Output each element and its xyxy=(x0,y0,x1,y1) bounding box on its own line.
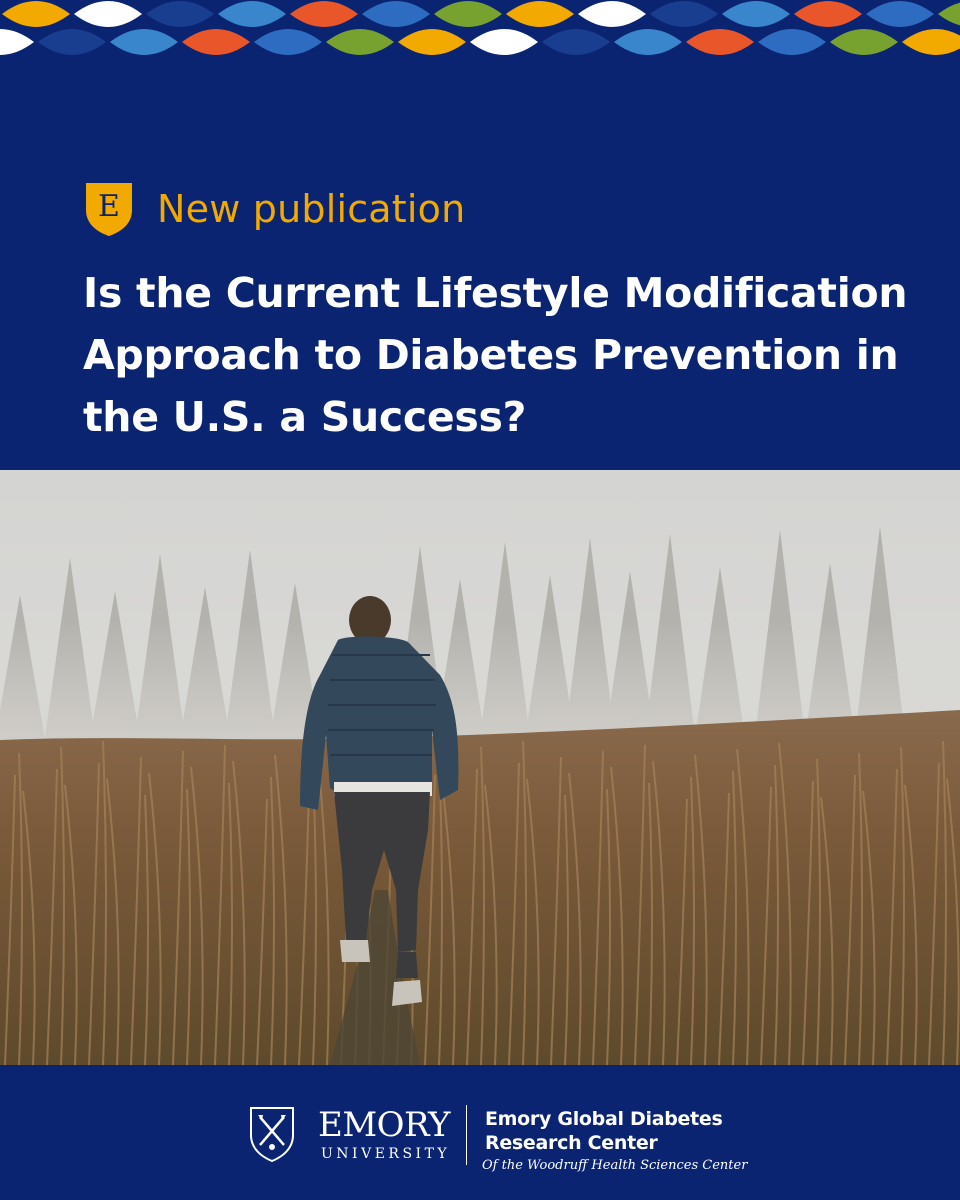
banner-leaf xyxy=(290,1,358,27)
banner-leaf xyxy=(362,1,430,27)
university-subtitle: UNIVERSITY xyxy=(321,1146,451,1162)
logo-divider xyxy=(466,1105,467,1165)
shield-icon xyxy=(83,180,135,238)
banner-leaf xyxy=(758,29,826,55)
center-subtitle: Of the Woodruff Health Sciences Center xyxy=(482,1158,748,1173)
banner-leaf xyxy=(0,29,34,55)
decorative-pattern-banner xyxy=(0,0,960,58)
shield-letter: E xyxy=(98,189,120,224)
grass-field xyxy=(0,710,960,1065)
banner-leaf xyxy=(650,1,718,27)
banner-leaf xyxy=(326,29,394,55)
hero-photo xyxy=(0,470,960,1065)
leaf-pattern-icon xyxy=(0,0,960,58)
banner-leaf xyxy=(614,29,682,55)
banner-leaf xyxy=(182,29,250,55)
header-section xyxy=(0,58,960,470)
center-name-line2: Research Center xyxy=(485,1132,658,1154)
banner-leaf xyxy=(686,29,754,55)
emory-torch-shield-icon xyxy=(248,1105,296,1163)
kicker-label: New publication xyxy=(157,187,466,231)
banner-leaf xyxy=(398,29,466,55)
footer xyxy=(0,1065,960,1200)
banner-leaf xyxy=(146,1,214,27)
banner-leaf xyxy=(506,1,574,27)
banner-leaf xyxy=(2,1,70,27)
banner-leaf xyxy=(38,29,106,55)
banner-leaf xyxy=(434,1,502,27)
kicker xyxy=(83,180,465,238)
headline: Is the Current Lifestyle Modification Approach to Diabetes Prevention in the U.S. a Success? xyxy=(83,269,908,441)
banner-leaf xyxy=(254,29,322,55)
banner-leaf xyxy=(830,29,898,55)
center-name-line1: Emory Global Diabetes xyxy=(485,1108,723,1130)
banner-leaf xyxy=(218,1,286,27)
banner-leaf xyxy=(902,29,960,55)
banner-leaf xyxy=(74,1,142,27)
banner-leaf xyxy=(110,29,178,55)
banner-leaf xyxy=(470,29,538,55)
banner-leaf xyxy=(578,1,646,27)
banner-leaf xyxy=(542,29,610,55)
foggy-field-photo xyxy=(0,470,960,1065)
banner-leaf xyxy=(866,1,934,27)
banner-leaf xyxy=(722,1,790,27)
banner-leaf xyxy=(938,1,960,27)
banner-leaf xyxy=(794,1,862,27)
university-name: EMORY xyxy=(318,1105,451,1145)
